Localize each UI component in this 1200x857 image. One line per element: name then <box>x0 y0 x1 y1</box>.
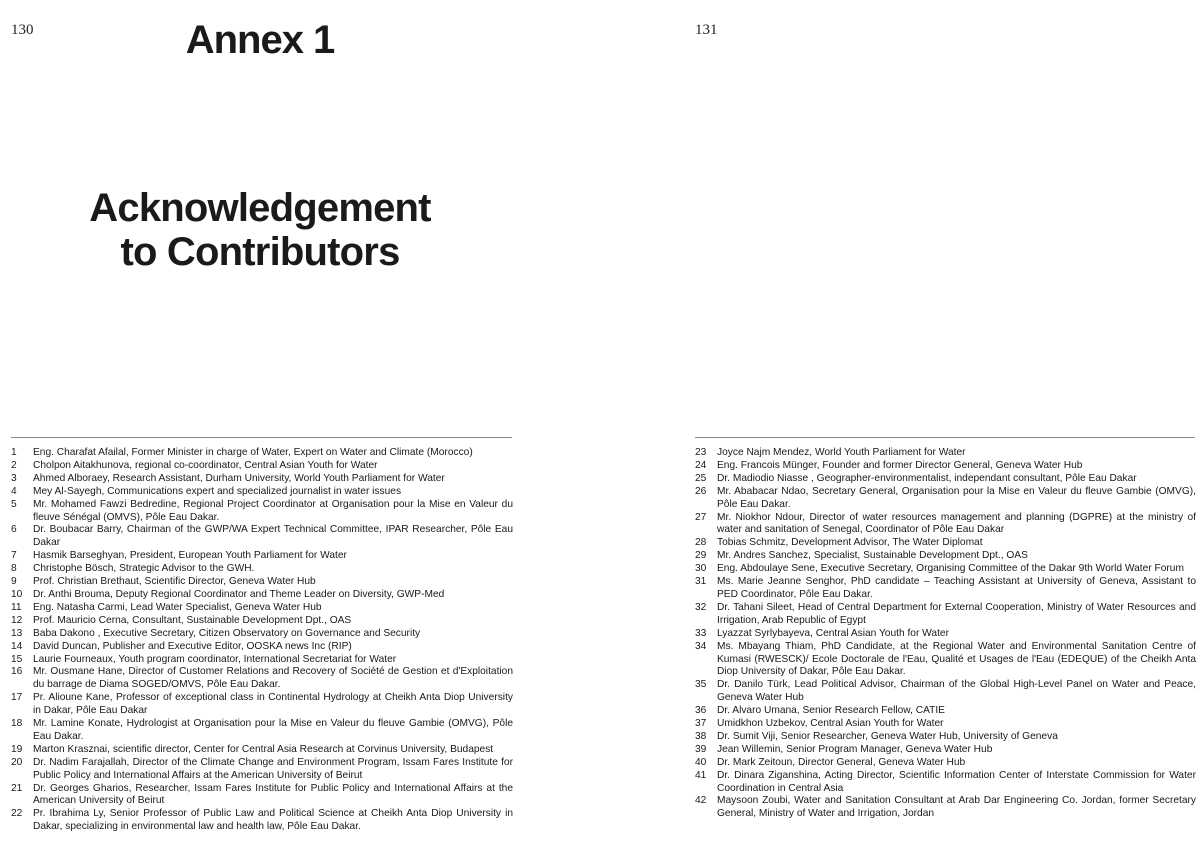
entry-number: 4 <box>11 485 17 497</box>
contributor-entry <box>11 744 513 757</box>
contributor-entry <box>695 679 1196 705</box>
contributor-entry <box>11 550 513 563</box>
entry-number: 20 <box>11 756 23 768</box>
entry-number: 39 <box>695 743 707 755</box>
entry-text: Dr. Sumit Viji, Senior Researcher, Geneva Water Hub, University of Geneva <box>717 730 1058 742</box>
entry-text: Umidkhon Uzbekov, Central Asian Youth for Water <box>717 718 944 730</box>
entry-text: Jean Willemin, Senior Program Manager, Geneva Water Hub <box>717 743 993 755</box>
entry-number: 11 <box>11 601 22 613</box>
entry-text: Dr. Tahani Sileet, Head of Central Department for External Cooperation, Ministry of Water Resources and Irrigation, Arab Republic of Egypt <box>717 601 1196 626</box>
entry-text: Dr. Dinara Ziganshina, Acting Director, Scientific Information Center of Interstate Commission for Water Coordination in Central Asia <box>717 769 1196 794</box>
contributor-entry <box>695 744 1196 757</box>
entry-text: Eng. Natasha Carmi, Lead Water Specialist, Geneva Water Hub <box>33 601 322 613</box>
contributor-entry <box>11 524 513 550</box>
contributor-list <box>11 447 513 834</box>
entry-number: 24 <box>695 459 707 471</box>
entry-number: 30 <box>695 563 707 575</box>
entry-text: Maysoon Zoubi, Water and Sanitation Consultant at Arab Dar Engineering Co. Jordan, former Secretary General, Ministry of Water and Irrigation, Jordan <box>717 795 1196 820</box>
contributor-entry <box>695 537 1196 550</box>
contributor-entry <box>695 486 1196 512</box>
entry-text: Laurie Fourneaux, Youth program coordinator, International Secretariat for Water <box>33 653 397 665</box>
entry-number: 40 <box>695 756 707 768</box>
entry-number: 21 <box>11 782 23 794</box>
entry-number: 22 <box>11 808 23 820</box>
entry-text: Mr. Mohamed Fawzi Bedredine, Regional Project Coordinator at Organisation pour la Mise en Valeur du fleuve Sénégal (OMVS), Pôle Eau Dakar. <box>33 498 513 523</box>
entry-text: Dr. Boubacar Barry, Chairman of the GWP/WA Expert Technical Committee, IPAR Researcher, Pôle Eau Dakar <box>33 524 513 549</box>
entry-text: Pr. Ibrahima Ly, Senior Professor of Public Law and Political Science at Cheikh Anta Diop University in Dakar, specializing in environmental law and health law, Pôle Eau Dakar. <box>33 808 513 833</box>
contributor-entry <box>695 550 1196 563</box>
contributor-entry <box>11 576 513 589</box>
contributor-entry <box>695 705 1196 718</box>
contributor-entry <box>11 589 513 602</box>
contributor-entry <box>11 460 513 473</box>
entry-number: 18 <box>11 718 23 730</box>
entry-text: Mr. Lamine Konate, Hydrologist at Organisation pour la Mise en Valeur du fleuve Gambie (OMVG), Pôle Eau Dakar. <box>33 718 513 742</box>
entry-text: Dr. Alvaro Umana, Senior Research Fellow, CATIE <box>717 705 945 717</box>
entry-number: 25 <box>695 472 707 484</box>
contributor-entry <box>695 447 1196 460</box>
entry-number: 12 <box>11 614 23 626</box>
entry-number: 35 <box>695 679 707 691</box>
contributor-entry <box>11 666 513 692</box>
title-line-1: Acknowledgement <box>89 186 431 230</box>
entry-text: Eng. Francois Münger, Founder and former Director General, Geneva Water Hub <box>717 459 1083 471</box>
entry-text: Mr. Ababacar Ndao, Secretary General, Organisation pour la Mise en Valeur du fleuve Gambie (OMVG), Pôle Eau Dakar. <box>717 485 1196 510</box>
contributor-entry <box>695 718 1196 731</box>
entry-number: 5 <box>11 498 17 510</box>
contributor-entry <box>11 447 513 460</box>
contributor-entry <box>695 770 1196 796</box>
annex-title: Annex 1 <box>185 18 335 62</box>
entry-number: 15 <box>11 653 23 665</box>
entry-text: Pr. Alioune Kane, Professor of exceptional class in Continental Hydrology at Cheikh Anta Diop University in Dakar, Pôle Eau Dakar <box>33 692 513 717</box>
entry-text: Marton Krasznai, scientific director, Center for Central Asia Research at Corvinus University, Budapest <box>33 743 494 755</box>
entry-number: 38 <box>695 730 707 742</box>
page-number: 131 <box>695 22 718 38</box>
entry-number: 7 <box>11 550 17 562</box>
entry-text: Baba Dakono , Executive Secretary, Citizen Observatory on Governance and Security <box>33 627 421 639</box>
page-number: 130 <box>11 22 34 38</box>
entry-text: Hasmik Barseghyan, President, European Youth Parliament for Water <box>33 550 347 562</box>
entry-number: 23 <box>695 447 707 458</box>
contributor-entry <box>11 602 513 615</box>
entry-text: Ms. Marie Jeanne Senghor, PhD candidate – Teaching Assistant at University of Geneva, Assistant to PED Coordinator, Pôle Eau Dakar. <box>717 576 1196 600</box>
entry-text: David Duncan, Publisher and Executive Editor, OOSKA news Inc (RIP) <box>33 640 352 652</box>
entry-number: 41 <box>695 769 707 781</box>
entry-number: 10 <box>11 588 23 600</box>
entry-text: Tobias Schmitz, Development Advisor, The Water Diplomat <box>717 537 983 549</box>
entry-number: 37 <box>695 718 707 730</box>
entry-text: Ahmed Alboraey, Research Assistant, Durham University, World Youth Parliament for Water <box>33 472 445 484</box>
contributor-entry <box>11 641 513 654</box>
entry-text: Prof. Christian Brethaut, Scientific Director, Geneva Water Hub <box>33 576 316 588</box>
title-line-2: to Contributors <box>120 230 400 274</box>
divider <box>695 437 1195 438</box>
entry-text: Mr. Niokhor Ndour, Director of water resources management and planning (DGPRE) at the ministry of water and sanitation of Senegal, Coordinator of Pôle Eau Dakar <box>717 511 1196 536</box>
entry-text: Mey Al-Sayegh, Communications expert and specialized journalist in water issues <box>33 485 402 497</box>
entry-number: 31 <box>695 576 707 588</box>
contributor-entry <box>695 460 1196 473</box>
entry-number: 13 <box>11 627 23 639</box>
entry-number: 27 <box>695 511 707 523</box>
entry-text: Mr. Ousmane Hane, Director of Customer Relations and Recovery of Société de Gestion et d'Exploitation du barrage de Diama SOGED/OMVS, Pôle Eau Dakar. <box>33 666 513 691</box>
entry-text: Dr. Nadim Farajallah, Director of the Climate Change and Environment Program, Issam Fares Institute for Public Policy and International Affairs at the American University of Beirut <box>33 756 513 781</box>
contributor-entry <box>695 757 1196 770</box>
contributor-entry <box>11 563 513 576</box>
entry-text: Ms. Mbayang Thiam, PhD Candidate, at the Regional Water and Environmental Sanitation Centre of Kumasi (RWESCK)/ Ecole Doctorale de l'Eau, Qualité et Usages de l'Eau (EDEQUE) of the Cheikh Anta Diop University of Dakar, Pôle Eau Dakar. <box>717 640 1196 678</box>
entry-number: 16 <box>11 666 23 678</box>
contributor-entry <box>695 602 1196 628</box>
contributor-entry <box>695 628 1196 641</box>
contributor-entry <box>11 654 513 667</box>
entry-number: 42 <box>695 795 707 807</box>
entry-number: 17 <box>11 692 23 704</box>
entry-text: Eng. Charafat Afailal, Former Minister in charge of Water, Expert on Water and Climate (Morocco) <box>33 447 473 458</box>
entry-number: 33 <box>695 627 707 639</box>
entry-number: 9 <box>11 576 17 588</box>
contributor-entry <box>695 641 1196 680</box>
contributor-entry <box>11 615 513 628</box>
entry-number: 14 <box>11 640 23 652</box>
contributor-entry <box>11 783 513 809</box>
contributor-entry <box>695 576 1196 602</box>
right-page <box>600 0 1200 857</box>
contributor-list <box>695 447 1196 821</box>
entry-text: Dr. Madiodio Niasse , Geographer-environmentalist, independant consultant, Pôle Eau Dakar <box>717 472 1137 484</box>
contributor-entry <box>11 499 513 525</box>
entry-number: 32 <box>695 601 707 613</box>
entry-text: Lyazzat Syrlybayeva, Central Asian Youth for Water <box>717 627 949 639</box>
entry-number: 34 <box>695 640 707 652</box>
entry-number: 36 <box>695 705 707 717</box>
contributor-entry <box>695 795 1196 821</box>
entry-number: 8 <box>11 563 17 575</box>
entry-number: 29 <box>695 550 707 562</box>
entry-text: Dr. Mark Zeitoun, Director General, Geneva Water Hub <box>717 756 966 768</box>
contributor-entry <box>11 808 513 834</box>
entry-text: Dr. Georges Gharios, Researcher, Issam Fares Institute for Public Policy and International Affairs at the American University of Beirut <box>33 782 513 807</box>
contributor-entry <box>11 718 513 744</box>
divider <box>11 437 512 438</box>
entry-text: Joyce Najm Mendez, World Youth Parliament for Water <box>717 447 966 458</box>
contributor-entry <box>11 692 513 718</box>
entry-number: 1 <box>11 447 17 458</box>
contributor-entry <box>695 473 1196 486</box>
entry-number: 6 <box>11 524 17 536</box>
entry-text: Eng. Abdoulaye Sene, Executive Secretary, Organising Committee of the Dakar 9th World Water Forum <box>717 563 1184 575</box>
contributor-entry <box>11 628 513 641</box>
entry-text: Christophe Bösch, Strategic Advisor to the GWH. <box>33 563 255 575</box>
entry-text: Dr. Anthi Brouma, Deputy Regional Coordinator and Theme Leader on Diversity, GWP-Med <box>33 588 445 600</box>
contributor-entry <box>11 473 513 486</box>
contributor-entry <box>695 731 1196 744</box>
contributor-entry <box>11 486 513 499</box>
entry-number: 28 <box>695 537 707 549</box>
contributor-entry <box>695 563 1196 576</box>
contributor-entry <box>11 757 513 783</box>
entry-text: Prof. Mauricio Cerna, Consultant, Sustainable Development Dpt., OAS <box>33 614 352 626</box>
entry-text: Cholpon Aitakhunova, regional co-coordinator, Central Asian Youth for Water <box>33 459 378 471</box>
entry-text: Dr. Danilo Türk, Lead Political Advisor, Chairman of the Global High-Level Panel on Water and Peace, Geneva Water Hub <box>717 679 1196 704</box>
page-title <box>0 186 520 274</box>
entry-number: 2 <box>11 459 17 471</box>
entry-number: 3 <box>11 472 17 484</box>
entry-number: 26 <box>695 485 707 497</box>
entry-text: Mr. Andres Sanchez, Specialist, Sustainable Development Dpt., OAS <box>717 550 1028 562</box>
contributor-entry <box>695 512 1196 538</box>
entry-number: 19 <box>11 743 23 755</box>
